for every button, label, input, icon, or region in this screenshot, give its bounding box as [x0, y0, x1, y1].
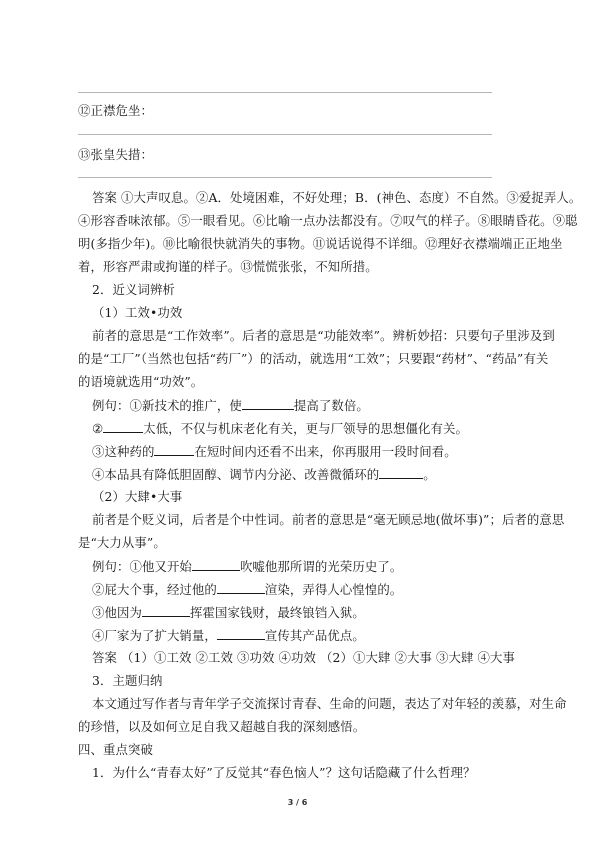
summary-text: 本文通过写作者与青年学子交流探讨青春、生命的问题，表达了对年轻的羡慕，对生命: [92, 696, 567, 711]
explanation-text: 前者的意思是“工作效率”。后者的意思是“功能效率”。辨析妙招：只要句子里涉及到: [92, 328, 555, 343]
explanation-text: 是“大力从事”。: [78, 535, 166, 550]
explanation-text: 的语境就选用“功效”。: [78, 374, 204, 389]
answer-line: 明(多指少年)。⑩比喻很快就消失的事物。⑪说话说得不详细。⑫理好衣襟端端正正地坐: [78, 236, 563, 251]
vocab-item-13: ⑬张皇失措：: [78, 147, 153, 162]
answer-line-11: [78, 92, 492, 93]
page-number: 3 / 6: [287, 798, 308, 807]
example-sentence: ③他因为 挥霍国家钱财，最终锒铛入狱。: [92, 605, 365, 620]
section-heading: 四、重点突破: [78, 742, 153, 757]
example-sentence: 例句：①他又开始 吹嘘他那所谓的光荣历史了。: [92, 559, 403, 574]
example-sentence: ②屁大个事，经过他的 渲染，弄得人心惶惶的。: [92, 582, 403, 597]
fill-blank[interactable]: [103, 420, 143, 433]
fill-blank[interactable]: [217, 627, 265, 640]
fill-blank[interactable]: [192, 558, 240, 571]
fill-blank[interactable]: [217, 581, 265, 594]
section-heading: 2．近义词辨析: [92, 282, 175, 297]
answer-line: 答案 （1）①工效 ②工效 ③功效 ④功效 （2）①大肆 ②大事 ③大肆 ④大事: [92, 650, 515, 665]
explanation-text: 的是“工厂”（当然也包括“药厂”）的活动，就选用“工效”；只要跟“药材”、“药品”有关: [78, 351, 549, 366]
example-sentence: ② 太低，不仅与机床老化有关，更与厂领导的思想僵化有关。: [92, 421, 468, 436]
fill-blank[interactable]: [154, 443, 194, 456]
answer-line: ④形容香味浓郁。⑤一眼看见。⑥比喻一点办法都没有。⑦叹气的样子。⑧眼睛昏花。⑨聪: [78, 213, 578, 228]
fill-blank[interactable]: [379, 466, 423, 479]
example-sentence: ④厂家为了扩大销量， 宣传其产品优点。: [92, 628, 365, 643]
answer-line-13: [78, 177, 492, 178]
subsection-title: （2）大肆•大事: [92, 489, 183, 504]
section-heading: 3．主题归纳: [92, 673, 163, 688]
explanation-text: 前者是个贬义词，后者是个中性词。前者的意思是“毫无顾忌地(做坏事)”；后者的意思: [92, 512, 565, 527]
example-sentence: ④本品具有降低胆固醇、调节内分泌、改善微循环的 。: [92, 467, 436, 482]
fill-blank[interactable]: [242, 397, 294, 410]
answer-line: 答案 ①大声叹息。②A．处境困难，不好处理；B．(神色、态度）不自然。③爱捉弄人。: [92, 190, 582, 205]
answer-line-12: [78, 134, 492, 135]
question-text: 1．为什么“青春太好”了反觉其“春色恼人”？这句话隐藏了什么哲理？: [92, 765, 476, 780]
subsection-title: （1）工效•功效: [92, 305, 183, 320]
example-sentence: 例句：①新技术的推广，使 提高了数倍。: [92, 398, 369, 413]
fill-blank[interactable]: [142, 604, 190, 617]
vocab-item-12: ⑫正襟危坐：: [78, 103, 153, 118]
answer-line: 着，形容严肃或拘谨的样子。⑬慌慌张张，不知所措。: [78, 259, 378, 274]
summary-text: 的珍惜，以及如何立足自我又超越自我的深刻感悟。: [78, 719, 366, 734]
example-sentence: ③这种药的 在短时间内还看不出来，你再服用一段时间看。: [92, 444, 457, 459]
